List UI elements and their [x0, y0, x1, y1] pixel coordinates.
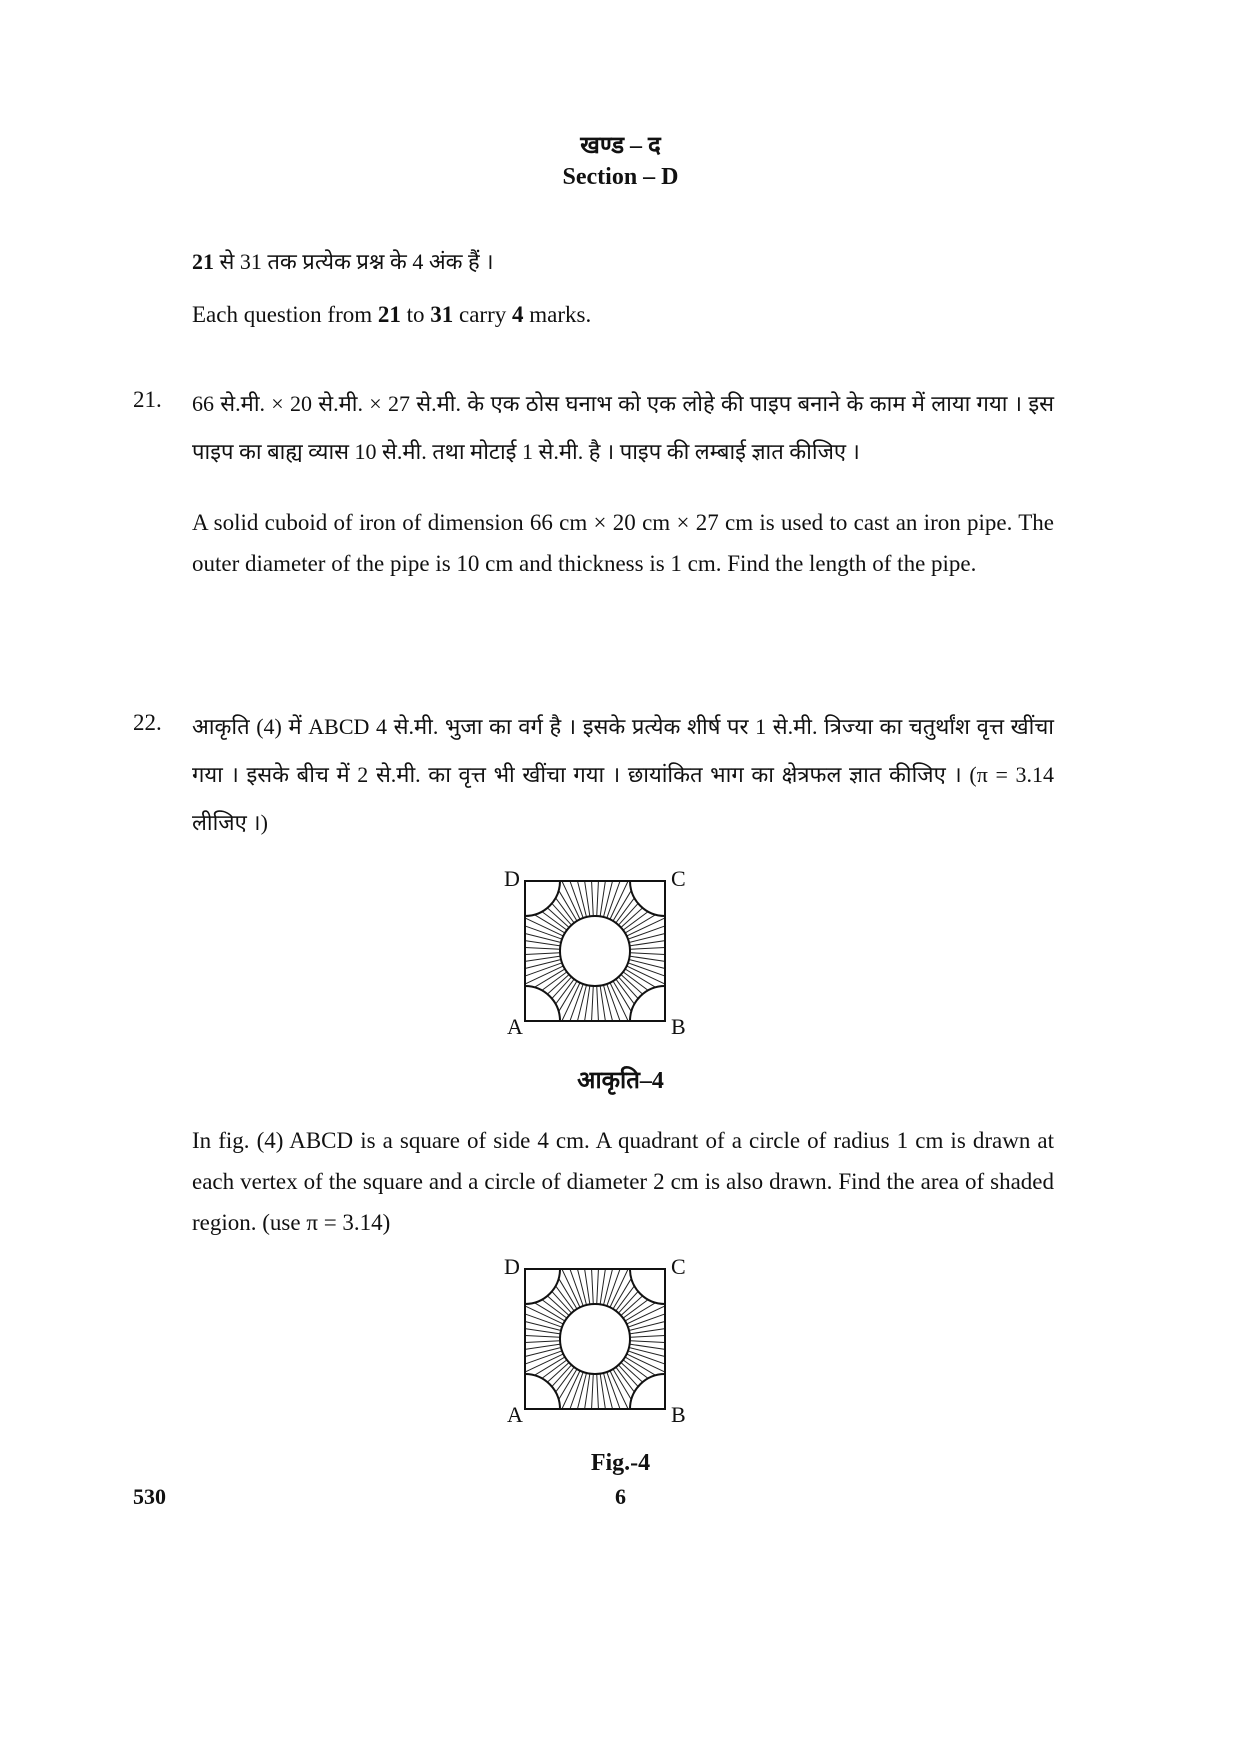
- hatch-line: [525, 1341, 560, 1343]
- instruction-suffix: marks.: [523, 302, 592, 327]
- instruction-mid: to: [400, 302, 431, 327]
- hatch-line: [630, 953, 665, 955]
- page-number: 6: [615, 1484, 626, 1509]
- hatch-line: [592, 881, 594, 916]
- hatch-line: [592, 1374, 594, 1409]
- hatch-line: [597, 1374, 599, 1409]
- hatch-line: [592, 1269, 594, 1304]
- instruction-prefix: Each question from: [192, 302, 378, 327]
- hatch-line: [597, 881, 599, 916]
- paper-code: 530: [133, 1484, 166, 1509]
- hatch-line: [592, 986, 594, 1021]
- center-circle: [560, 916, 630, 986]
- hatch-line: [597, 986, 599, 1021]
- hatch-line: [597, 1269, 599, 1304]
- vertex-label-a: A: [507, 1014, 523, 1039]
- figure-1-caption: आकृति–4: [577, 1068, 664, 1094]
- quadrant-arc-c: [630, 1269, 665, 1304]
- vertex-label-c: C: [671, 1254, 686, 1279]
- vertex-label-b: B: [671, 1014, 686, 1039]
- center-circle: [560, 1304, 630, 1374]
- hatch-line: [525, 1336, 560, 1338]
- instruction-to: 31: [430, 302, 454, 327]
- vertex-label-a: A: [507, 1402, 523, 1427]
- quadrant-arc-d: [525, 1269, 560, 1304]
- instruction-hindi: [192, 238, 1054, 286]
- hatch-line: [630, 1341, 665, 1343]
- question-22-text-english: In fig. (4) ABCD is a square of side 4 cm. A quadrant of a circle of radius 1 cm is drawn at each vertex of the square and a circle of diameter 2 cm is also drawn. Find the area of shaded region. (use π = 3.14): [192, 1128, 1054, 1235]
- instruction-english: [192, 294, 1054, 335]
- hatch-line: [630, 1336, 665, 1338]
- figure-2-caption: Fig.-4: [590, 1450, 651, 1476]
- hatch-line: [525, 953, 560, 955]
- quadrant-arc-c: [630, 881, 665, 916]
- vertex-label-d: D: [504, 866, 520, 891]
- quadrant-arc-b: [630, 1374, 665, 1409]
- square-outline: [525, 1269, 665, 1409]
- figure-2: [504, 1254, 744, 1434]
- instruction-mid2: carry: [453, 302, 513, 327]
- vertex-label-c: C: [671, 866, 686, 891]
- question-21-text-english: A solid cuboid of iron of dimension 66 cm × 20 cm × 27 cm is used to cast an iron pipe. The outer diameter of the pipe is 10 cm and thickness is 1 cm. Find the length of the pipe.: [192, 510, 1054, 576]
- instruction-from: 21: [377, 302, 401, 327]
- quadrant-arc-b: [630, 986, 665, 1021]
- question-22-text-hindi: आकृति (4) में ABCD 4 से.मी. भुजा का वर्ग है । इसके प्रत्येक शीर्ष पर 1 से.मी. त्रिज्या का चतुर्थांश वृत्त खींचा गया । इसके बीच में 2 से.मी. का वृत्त भी खींचा गया । छायांकित भाग का क्षेत्रफल ज्ञात कीजिए । (π = 3.14 लीजिए ।): [192, 714, 1054, 835]
- instruction-marks: 4: [512, 302, 524, 327]
- section-title-hindi: खण्ड – द: [580, 133, 661, 159]
- square-figure: [524, 1268, 666, 1410]
- instruction-hindi-text: से 31 तक प्रत्येक प्रश्न के 4 अंक हैं ।: [214, 249, 494, 274]
- square-outline: [525, 881, 665, 1021]
- quadrant-arc-a: [525, 986, 560, 1021]
- figure-1: [504, 866, 744, 1046]
- square-figure: [524, 880, 666, 1022]
- question-21-number: 21.: [133, 387, 162, 412]
- section-title-english: Section – D: [562, 164, 679, 190]
- vertex-label-b: B: [671, 1402, 686, 1427]
- question-21-text-hindi: 66 से.मी. × 20 से.मी. × 27 से.मी. के एक ठोस घनाभ को एक लोहे की पाइप बनाने के काम में लाया गया । इस पाइप का बाह्य व्यास 10 से.मी. तथा मोटाई 1 से.मी. है । पाइप की लम्बाई ज्ञात कीजिए ।: [192, 391, 1054, 464]
- vertex-label-d: D: [504, 1254, 520, 1279]
- hatch-line: [630, 948, 665, 950]
- hatch-line: [525, 948, 560, 950]
- question-22-number: 22.: [133, 710, 162, 735]
- instruction-hindi-num: 21: [192, 249, 214, 274]
- quadrant-arc-d: [525, 881, 560, 916]
- quadrant-arc-a: [525, 1374, 560, 1409]
